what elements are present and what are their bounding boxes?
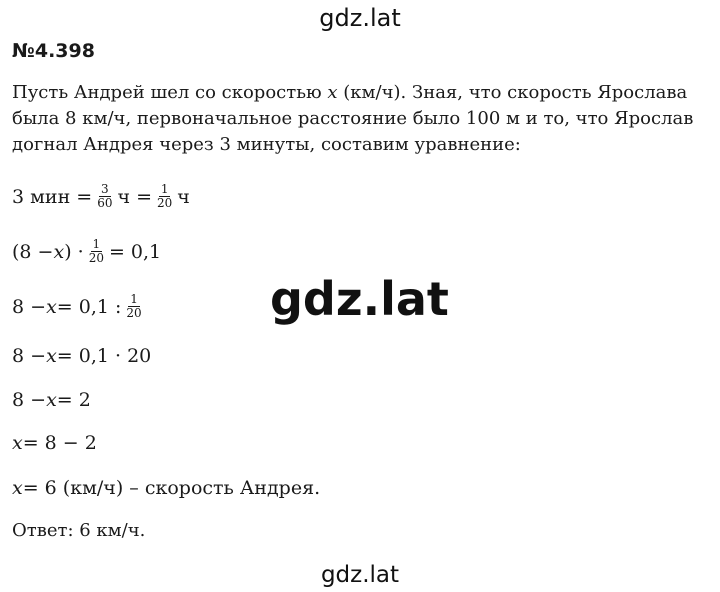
variable-x: x bbox=[12, 477, 23, 499]
equation-line-6 bbox=[12, 432, 97, 454]
eq3-part-b: = 0,1 : bbox=[56, 295, 122, 318]
fraction-1-20: $\frac{1}{20}$ bbox=[157, 182, 173, 210]
equation-line-3 bbox=[12, 293, 147, 320]
variable-x: x bbox=[46, 345, 57, 367]
fraction-3-60: $\frac{3}{60}$ bbox=[97, 182, 113, 210]
variable-x: x bbox=[46, 295, 57, 318]
problem-text-part1: Пусть Андрей шел со скоростью bbox=[12, 82, 328, 103]
problem-number: №4.398 bbox=[12, 40, 95, 62]
equation-line-7 bbox=[12, 477, 320, 499]
variable-x: x bbox=[12, 432, 23, 454]
watermark-top: gdz.lat bbox=[319, 4, 401, 32]
equation-line-1 bbox=[12, 183, 190, 210]
variable-x: x bbox=[46, 389, 57, 411]
equation-line-4 bbox=[12, 345, 151, 367]
eq1-part-b: ч = bbox=[117, 185, 153, 208]
eq2-part-c: = 0,1 bbox=[108, 240, 162, 263]
answer-text: Ответ: 6 км/ч. bbox=[12, 520, 146, 541]
equation-line-2 bbox=[12, 238, 161, 265]
eq1-part-a: 3 мин = bbox=[12, 185, 93, 208]
answer-line bbox=[12, 520, 145, 541]
eq1-part-c: ч bbox=[177, 185, 190, 208]
eq2-part-b: ) · bbox=[64, 240, 84, 263]
eq4-part-b: = 0,1 · 20 bbox=[56, 345, 152, 367]
problem-text-part2: (км/ч). Зная, что скорость Ярослава была 8 км/ч, первоначальное расстояние было 100 м и то, что Ярослав догнал Андрея через 3 минуты, составим уравнение: bbox=[12, 82, 694, 155]
variable-x: x bbox=[53, 240, 65, 263]
eq2-part-a: (8 − bbox=[12, 240, 54, 263]
eq5-part-b: = 2 bbox=[56, 389, 91, 411]
eq5-part-a: 8 − bbox=[12, 389, 47, 411]
fraction-1-20: $\frac{1}{20}$ bbox=[126, 292, 142, 320]
eq4-part-a: 8 − bbox=[12, 345, 47, 367]
eq3-part-a: 8 − bbox=[12, 295, 47, 318]
variable-x: x bbox=[327, 82, 338, 103]
equation-line-5 bbox=[12, 389, 91, 411]
watermark-bottom: gdz.lat bbox=[320, 562, 400, 588]
fraction-1-20: $\frac{1}{20}$ bbox=[88, 237, 104, 265]
eq7-part-b: = 6 (км/ч) – скорость Андрея. bbox=[22, 477, 321, 499]
watermark-center: gdz.lat bbox=[270, 272, 449, 326]
problem-text bbox=[12, 80, 712, 158]
eq6-part-b: = 8 − 2 bbox=[22, 432, 97, 454]
